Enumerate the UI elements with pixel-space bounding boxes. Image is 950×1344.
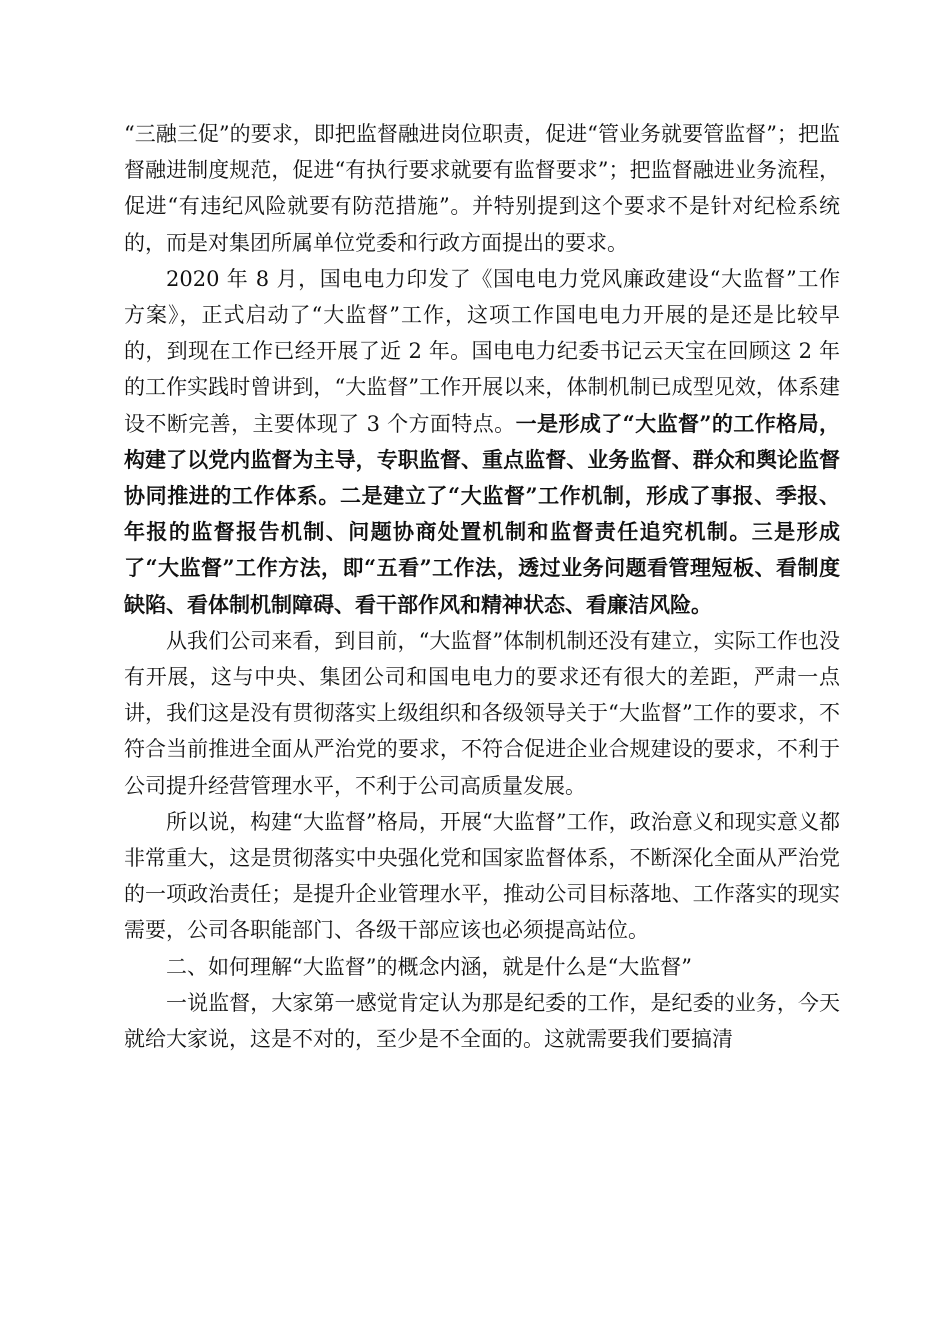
paragraph-text: 一说监督，大家第一感觉肯定认为那是纪委的工作，是纪委的业务，今天就给大家说，这是不对的，至少是不全面的。这就需要我们要搞清 [124, 990, 840, 1052]
paragraph-text: 2020 年 8 月，国电电力印发了《国电电力党风廉政建设“大监督”工作方案》，正式启动了“大监督”工作，这项工作国电电力开展的是还是比较早的，到现在工作已经开展了近 2 年。国电电力纪委书记云天宝在回顾这 2 年的工作实践时曾讲到，“大监督”工作开展以来，体制机制已成型见效，体系建设不断完善，主要体现了 3 个方面特点。 [124, 266, 840, 436]
paragraph-text: 所以说，构建“大监督”格局，开展“大监督”工作，政治意义和现实意义都非常重大，这是贯彻落实中央强化党和国家监督体系，不断深化全面从严治党的一项政治责任；是提升企业管理水平，推动公司目标落地、工作落实的现实需要，公司各职能部门、各级干部应该也必须提高站位。 [124, 809, 840, 943]
paragraph-significance [124, 804, 840, 949]
paragraph-three-integrations [124, 116, 840, 261]
paragraph-text: 从我们公司来看，到目前，“大监督”体制机制还没有建立，实际工作也没有开展，这与中央、集团公司和国电电力的要求还有很大的差距，严肃一点讲，我们这是没有贯彻落实上级组织和各级领导关于“大监督”工作的要求，不符合当前推进全面从严治党的要求，不符合促进企业合规建设的要求，不利于公司提升经营管理水平，不利于公司高质量发展。 [124, 628, 840, 798]
paragraph-bold-text: 一是形成了“大监督”的工作格局，构建了以党内监督为主导，专职监督、重点监督、业务监督、群众和舆论监督协同推进的工作体系。二是建立了“大监督”工作机制，形成了事报、季报、年报的监督报告机制、问题协商处置机制和监督责任追究机制。三是形成了“大监督”工作方法，即“五看”工作法，透过业务问题看管理短板、看制度缺陷、看体制机制障碍、看干部作风和精神状态、看廉洁风险。 [124, 410, 840, 617]
paragraph-supervision-intro [124, 985, 840, 1057]
section-heading-concept [124, 949, 840, 985]
paragraph-2020-work-plan [124, 261, 840, 623]
heading-text: 二、如何理解“大监督”的概念内涵，就是什么是“大监督” [166, 954, 692, 979]
paragraph-company-status [124, 623, 840, 804]
paragraph-text: “三融三促”的要求，即把监督融进岗位职责，促进“管业务就要管监督”；把监督融进制度规范，促进“有执行要求就要有监督要求”；把监督融进业务流程，促进“有违纪风险就要有防范措施”。并特别提到这个要求不是针对纪检系统的，而是对集团所属单位党委和行政方面提出的要求。 [124, 122, 840, 255]
document-page [124, 116, 840, 1057]
